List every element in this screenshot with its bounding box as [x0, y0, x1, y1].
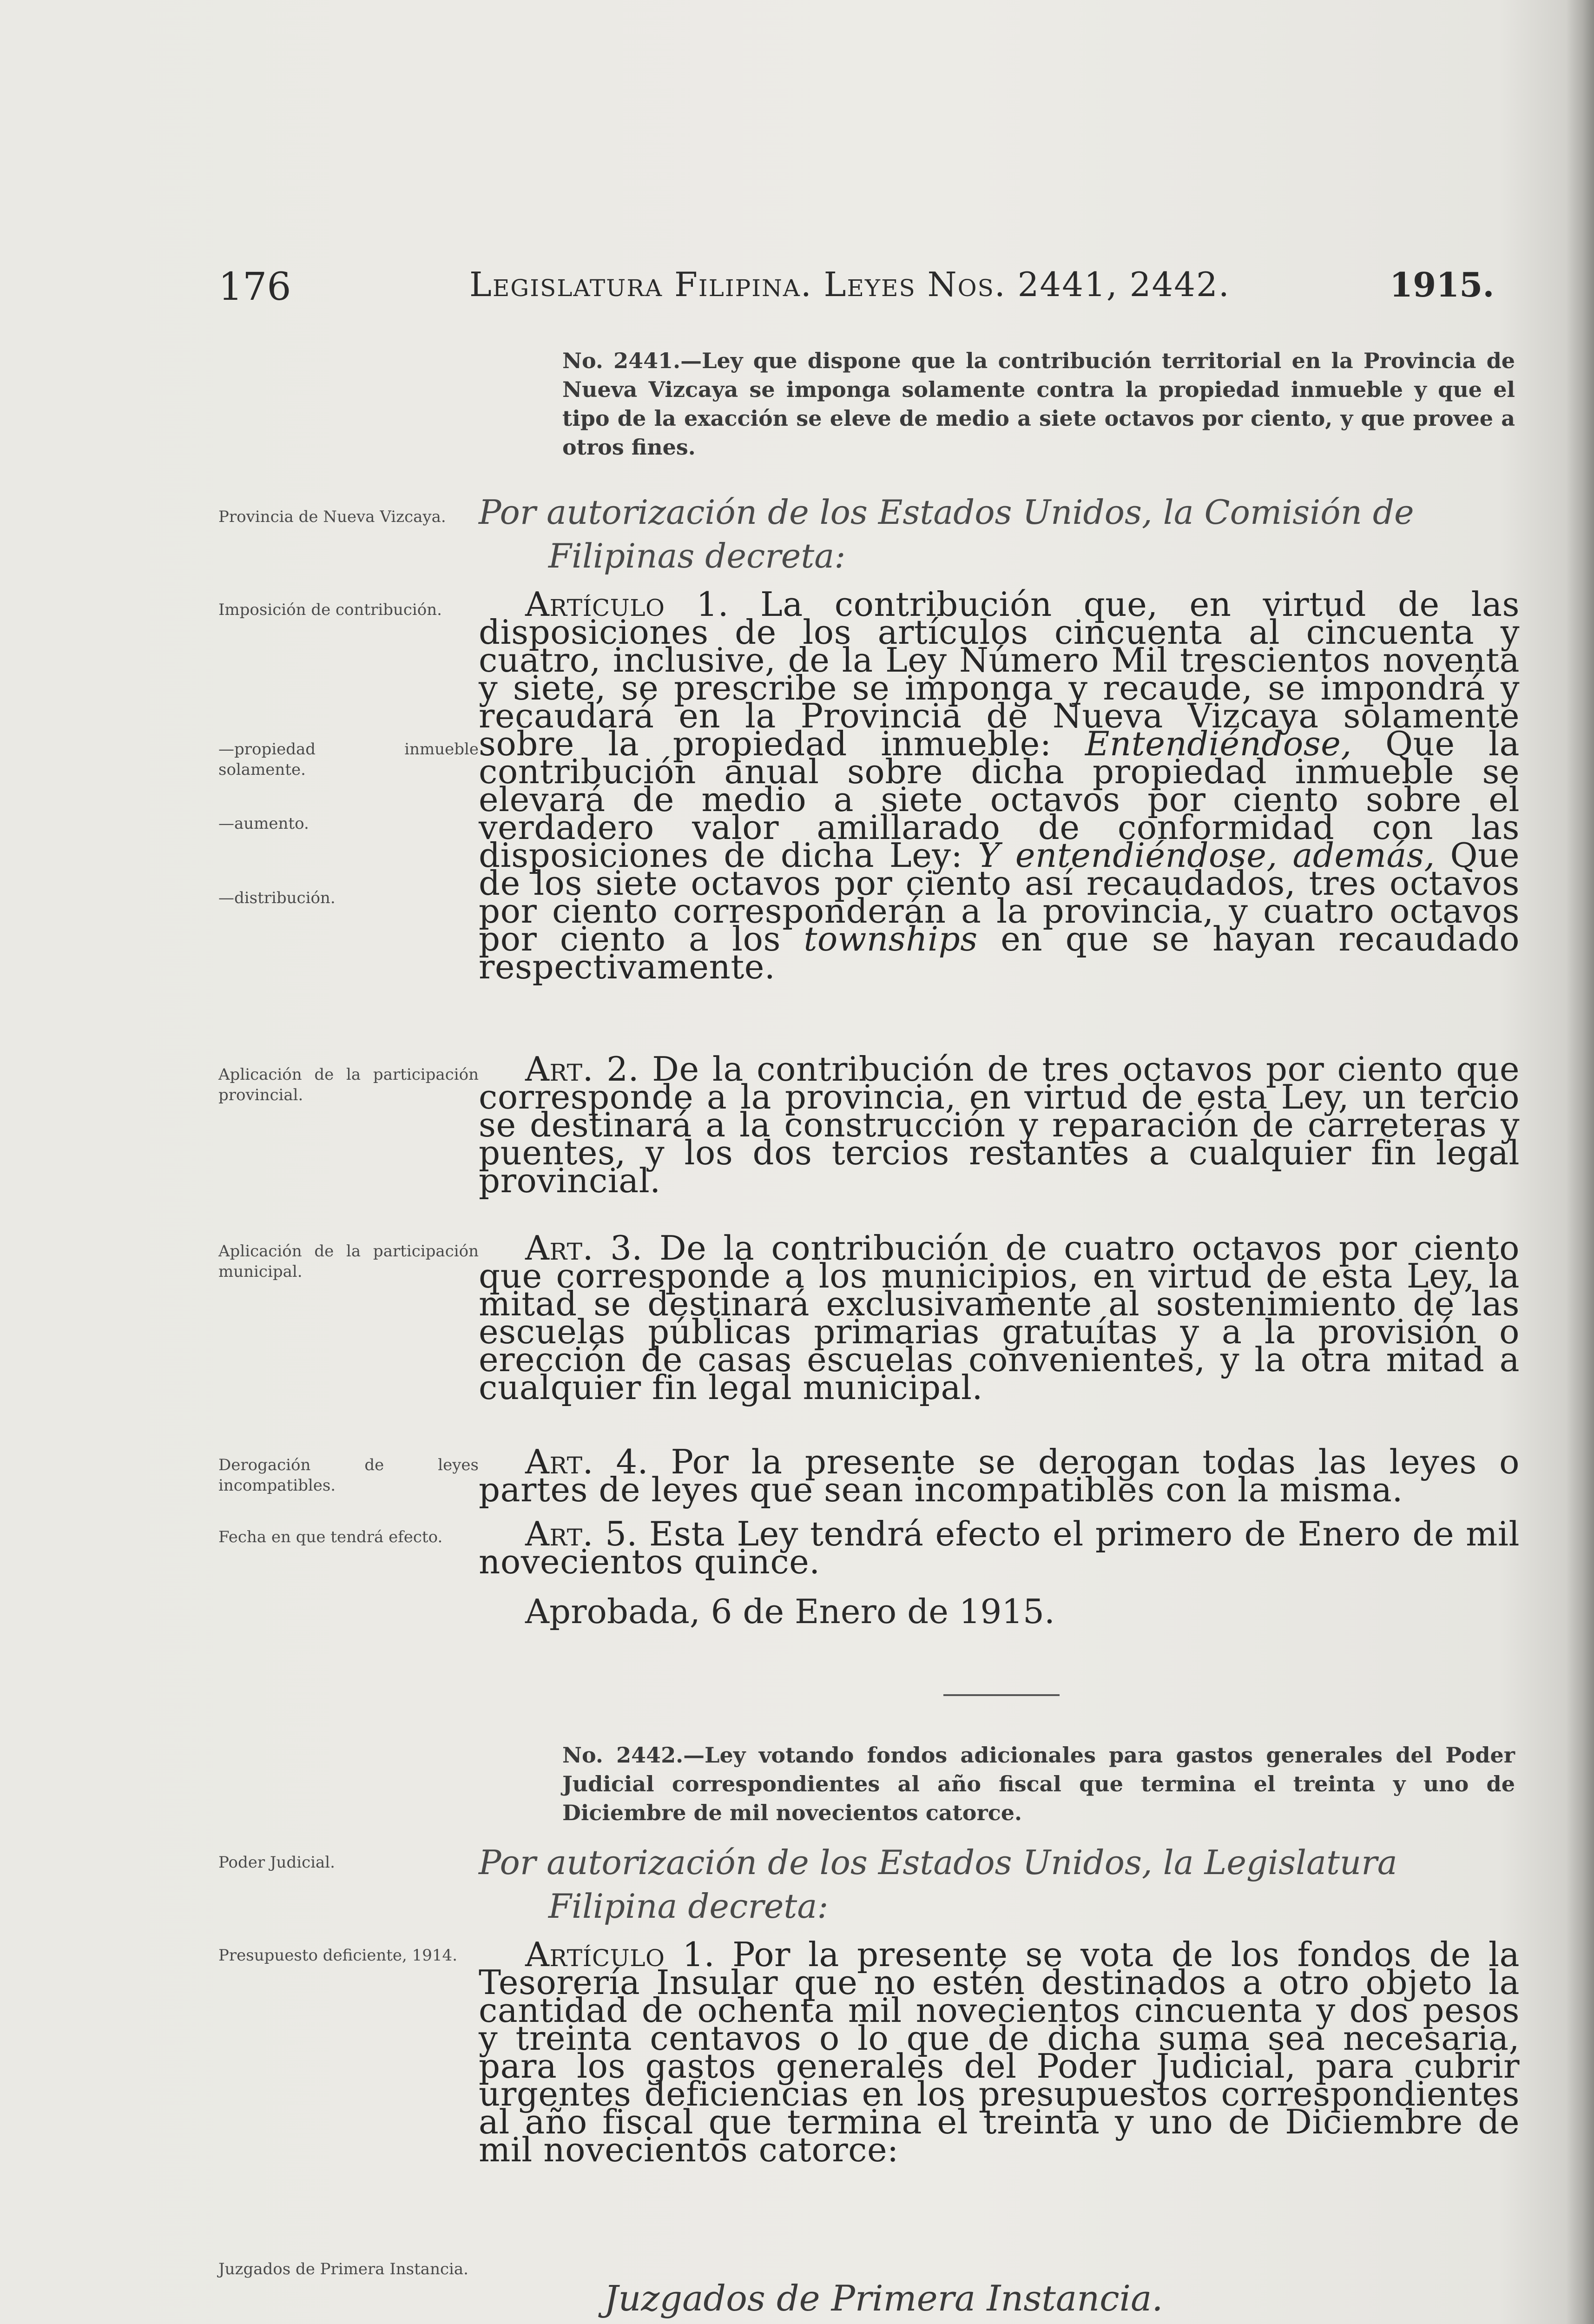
law-2441-approved: Aprobada, 6 de Enero de 1915. — [525, 1592, 1055, 1631]
article-text: De la contribución de cuatro octavos por ciento que corresponde a los municipios, en virtud de esta Ley, la mitad se destinará exclusivamente al sostenimiento de las escuelas públicas primarias gratuítas y a la provisión o erección de casas escuelas convenientes, y la otra mitad a cualquier fin legal municipal. — [479, 1228, 1520, 1407]
margin-note-propiedad: —propiedad inmueble solamente. — [218, 740, 479, 779]
article-text: La contribución que, en virtud de las disposiciones de los artículos cincuenta al cincuenta y cuatro, inclusive, de la Ley Número Mil trescientos noventa y siete, se prescribe se imponga y recaude, se impondrá y recaudará en la Provincia de Nueva Vizcaya solamente sobre la propiedad inmueble: — [479, 585, 1520, 763]
article-text: en que se hayan recaudado respectivamente. — [479, 919, 1520, 986]
margin-note-poder-judicial: Poder Judicial. — [218, 1853, 335, 1872]
law-2442-number: No. 2442. — [562, 1743, 684, 1768]
article-text: Que la contribución anual sobre dicha propiedad inmueble se elevará de medio a siete octavos por ciento sobre el verdadero valor amillarado de conformidad con las disposiciones de dicha Ley: — [479, 724, 1520, 875]
article-label: Art. 2. — [525, 1050, 639, 1089]
article-text: Que de los siete octavos por ciento así recaudados, tres octavos por ciento corresponderán a la provincia, y cuatro octavos por ciento a los — [479, 836, 1520, 958]
law-2441-summary-text: —Ley que dispone que la contribución territorial en la Provincia de Nueva Vizcaya se imponga solamente contra la propiedad inmueble y que el tipo de la exacción se eleve de medio a siete octavos por ciento, y que provee a otros fines. — [562, 348, 1515, 460]
article-text: Por la presente se derogan todas las leyes o partes de leyes que sean incompatibles con la misma. — [479, 1442, 1520, 1509]
margin-note-fecha: Fecha en que tendrá efecto. — [218, 1528, 443, 1546]
margin-note-distribucion: —distribución. — [218, 889, 336, 907]
page-number: 176 — [218, 265, 291, 309]
law-2441-article-2 — [479, 1050, 1520, 1200]
law-2441-article-1 — [479, 585, 1520, 986]
article-label: Artículo 1. — [525, 585, 729, 624]
section-divider — [943, 1694, 1060, 1696]
law-2442-summary — [562, 1741, 1515, 1827]
article-label: Artículo 1. — [525, 1935, 715, 1974]
law-2442-enacting-line1: Por autorización de los Estados Unidos, la Legislatura — [479, 1843, 1397, 1882]
margin-note-aplicacion-provincial: Aplicación de la participación provincial. — [218, 1065, 479, 1104]
law-2441-enacting-line2: Filipinas decreta: — [548, 536, 846, 575]
law-2442-article-1 — [479, 1935, 1520, 2169]
margin-note-aumento: —aumento. — [218, 814, 309, 833]
article-label: Art. 4. — [525, 1442, 649, 1481]
article-text: De la contribución de tres octavos por ciento que corresponde a la provincia, en virtud de esta Ley, un tercio se destinará a la construcción y reparación de carreteras y puentes, y los dos tercios restantes a cualquier fin legal provincial. — [479, 1050, 1520, 1200]
article-label: Art. 5. — [525, 1514, 638, 1553]
law-2441-article-3 — [479, 1228, 1520, 1407]
page-edge-shadow — [1566, 0, 1594, 2324]
law-2441-enacting-line1: Por autorización de los Estados Unidos, la Comisión de — [479, 493, 1414, 532]
margin-note-aplicacion-municipal: Aplicación de la participación municipal. — [218, 1242, 479, 1281]
law-2441-article-4 — [479, 1442, 1520, 1509]
margin-note-presupuesto: Presupuesto deficiente, 1914. — [218, 1946, 458, 1965]
article-label: Art. 3. — [525, 1228, 643, 1268]
margin-note-juzgados: Juzgados de Primera Instancia. — [218, 2260, 468, 2278]
law-2441-article-5 — [479, 1514, 1520, 1581]
law-2441-summary — [562, 346, 1515, 462]
law-2441-enacting-clause — [479, 490, 1520, 578]
article-italic: Entendiéndose, — [1085, 724, 1352, 763]
law-2441-number: No. 2441. — [562, 348, 681, 373]
article-text: Esta Ley tendrá efecto el primero de Enero de mil novecientos quince. — [479, 1514, 1520, 1581]
header-year: 1915. — [1390, 265, 1495, 304]
section-heading-juzgados: Juzgados de Primera Instancia. — [604, 2278, 1163, 2319]
law-2442-enacting-line2: Filipina decreta: — [548, 1887, 829, 1926]
law-2442-summary-text: —Ley votando fondos adicionales para gastos generales del Poder Judicial correspondientes al año fiscal que termina el treinta y uno de Diciembre de mil novecientos catorce. — [562, 1743, 1515, 1825]
margin-note-derogacion: Derogación de leyes incompatibles. — [218, 1456, 479, 1495]
page-header — [0, 265, 1594, 321]
article-italic: townships — [804, 919, 978, 958]
running-head: Legislatura Filipina. Leyes Nos. 2441, 2442. — [469, 265, 1230, 304]
margin-note-imposicion: Imposición de contribución. — [218, 601, 442, 619]
margin-note-provincia: Provincia de Nueva Vizcaya. — [218, 508, 446, 526]
article-text: Por la presente se vota de los fondos de la Tesorería Insular que no estén destinados a otro objeto la cantidad de ochenta mil novecientos cincuenta y dos pesos y treinta centavos o lo que de dicha suma sea necesaria, para los gastos generales del Poder Judicial, para cubrir urgentes deficiencias en los presupuestos correspondientes al año fiscal que termina el treinta y uno de Diciembre de mil novecientos catorce: — [479, 1935, 1520, 2169]
law-2442-enacting-clause — [479, 1841, 1520, 1928]
article-italic: Y entendiéndose, además, — [978, 836, 1435, 875]
